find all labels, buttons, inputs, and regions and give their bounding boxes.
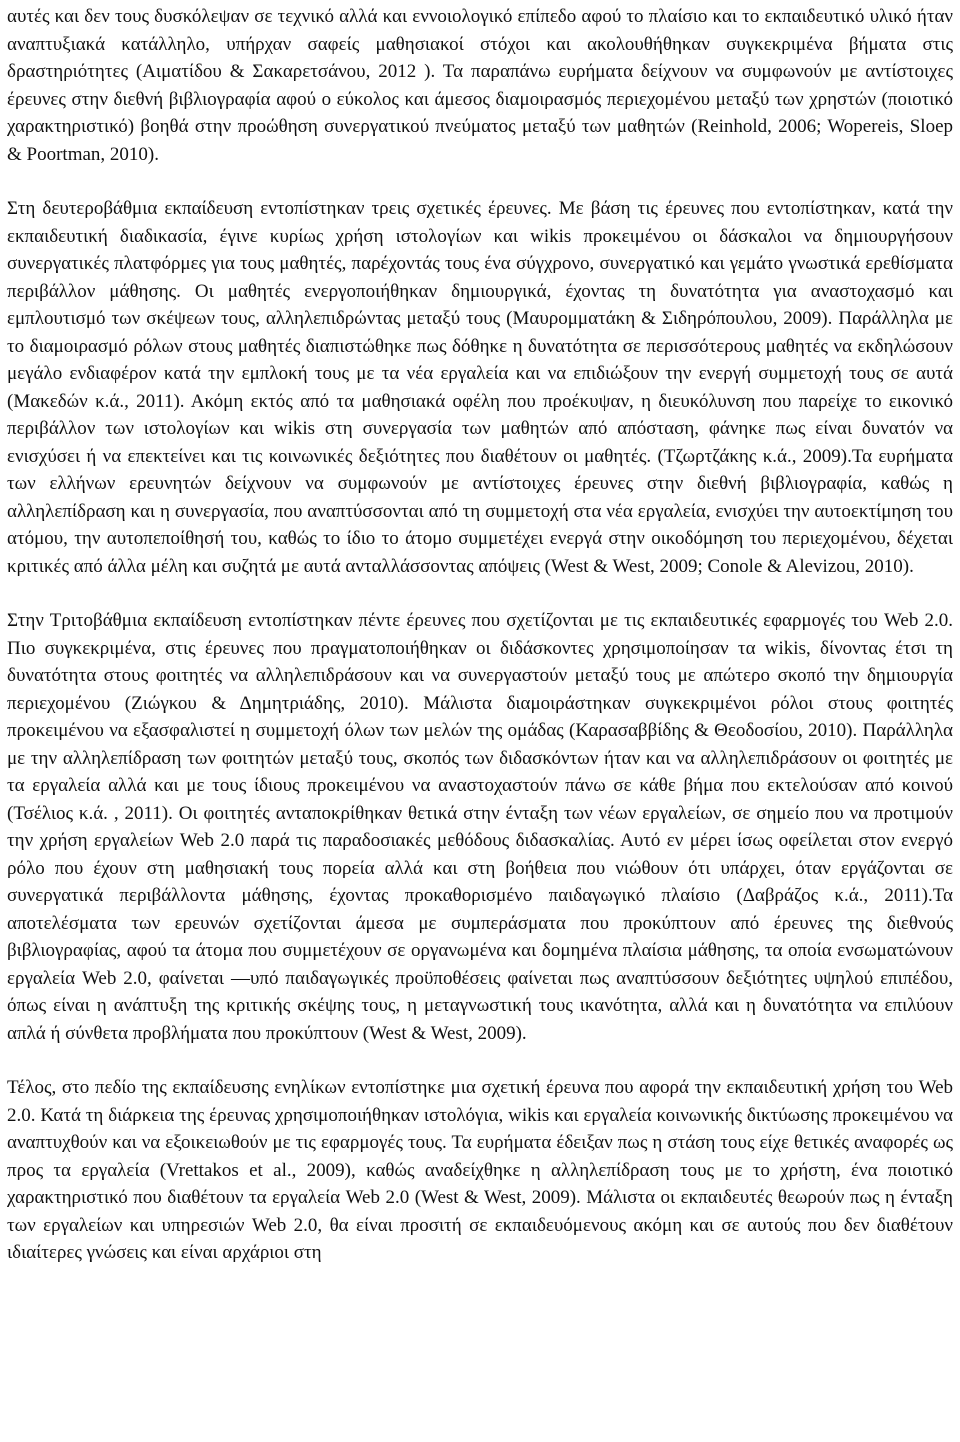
- paragraph-1: αυτές και δεν τους δυσκόλεψαν σε τεχνικό αλλά και εννοιολογικό επίπεδο αφού το πλαίσιο και το εκπαιδευτικό υλικό ήταν αναπτυξιακά κατάλληλο, υπήρχαν σαφείς μαθησιακοί στόχοι και ακολουθήθηκαν συγκεκριμένα βήματα στις δραστηριότητες (Αιματίδου & Σακαρετσάνου, 2012 ). Τα παραπάνω ευρήματα δείχνουν να συμφωνούν με αντίστοιχες έρευνες στην διεθνή βιβλιογραφία αφού ο εύκολος και άμεσος διαμοιρασμός περιεχομένου μεταξύ των χρηστών (ποιοτικό χαρακτηριστικό) βοηθά στην προώθηση συνεργατικού πνεύματος μεταξύ των μαθητών (Reinhold, 2006; Wopereis, Sloep & Poortman, 2010).: [7, 6, 953, 165]
- paragraph-2: Στη δευτεροβάθμια εκπαίδευση εντοπίστηκαν τρεις σχετικές έρευνες. Με βάση τις έρευνες που εντοπίστηκαν, κατά την εκπαιδευτική διαδικασία, έγινε κυρίως χρήση ιστολογίων και wikis προκειμένου οι δάσκαλοι να δημιουργήσουν συνεργατικές πλατφόρμες για τους μαθητές, παρέχοντάς τους ένα σύγχρονο, συνεργατικό και γεμάτο γνωστικά ερεθίσματα περιβάλλον μάθησης. Οι μαθητές ενεργοποιήθηκαν δημιουργικά, έχοντας τη δυνατότητα για αναστοχασμό και εμπλουτισμό των σκέψεων τους, αλληλεπιδρώντας μεταξύ τους (Μαυρομματάκη & Σιδηρόπουλου, 2009). Παράλληλα με το διαμοιρασμό ρόλων στους μαθητές διαπιστώθηκε πως δόθηκε η δυνατότητα σε περισσότερους μαθητές να εκδηλώσουν μεγάλο ενδιαφέρον κατά την εμπλοκή τους με τα νέα εργαλεία και να επιδιώξουν την ενεργή συμμετοχή τους σε αυτά (Μακεδών κ.ά., 2011). Ακόμη εκτός από τα μαθησιακά οφέλη που προέκυψαν, η διευκόλυνση που παρείχε το εικονικό περιβάλλον των ιστολογίων και wikis στη συνεργασία των μαθητών από απόσταση, φάνηκε πως είναι δυνατόν να ενισχύσει ή να επεκτείνει και τις κοινωνικές δεξιότητες που διαθέτουν οι μαθητές. (Τζωρτζάκης κ.ά., 2009).Τα ευρήματα των ελλήνων ερευνητών δείχνουν να συμφωνούν με αντίστοιχες έρευνες στην διεθνή βιβλιογραφία, καθώς η αλληλεπίδραση και η συνεργασία, που αναπτύσσονται από τη συμμετοχή στα νέα εργαλεία, ενισχύει την αυτοεκτίμηση του ατόμου, την αυτοπεποίθησή του, καθώς το ίδιο το άτομο συμμετέχει ενεργά στην οικοδόμηση του περιεχομένου, δέχεται κριτικές από άλλα μέλη και συζητά με αυτά ανταλλάσσοντας απόψεις (West & West, 2009; Conole & Alevizou, 2010).: [7, 198, 953, 577]
- paragraph-spacer: [7, 168, 953, 195]
- paragraph-spacer: [7, 580, 953, 607]
- paragraph-3: Στην Τριτοβάθμια εκπαίδευση εντοπίστηκαν πέντε έρευνες που σχετίζονται με τις εκπαιδευτικές εφαρμογές του Web 2.0. Πιο συγκεκριμένα, στις έρευνες που πραγματοποιήθηκαν οι διδάσκοντες χρησιμοποίησαν τα wikis, δίνοντας έτσι τη δυνατότητα στους φοιτητές να αλληλεπιδράσουν και να συνεργαστούν μεταξύ τους με απώτερο σκοπό την δημιουργία περιεχομένου (Ζιώγκου & Δημητριάδης, 2010). Μάλιστα διαμοιράστηκαν συγκεκριμένοι ρόλοι στους φοιτητές προκειμένου να εξασφαλιστεί η συμμετοχή όλων των μελών της ομάδας (Καρασαββίδης & Θεοδοσίου, 2010). Παράλληλα με την αλληλεπίδραση των φοιτητών μεταξύ τους, σκοπός των διδασκόντων ήταν και να αλληλεπιδράσουν οι φοιτητές με τα εργαλεία αλλά και με τους ίδιους προκειμένου να αναστοχαστούν πάνω σε κάθε βήμα που εκτελούσαν από κοινού (Τσέλιος κ.ά. , 2011). Οι φοιτητές ανταποκρίθηκαν θετικά στην ένταξη των νέων εργαλείων, σε σημείο που να προτιμούν την χρήση εργαλείων Web 2.0 παρά τις παραδοσιακές μεθόδους διδασκαλίας. Αυτό εν μέρει ίσως οφείλεται στον ενεργό ρόλο που έχουν στη μαθησιακή τους πορεία αλλά και στη βοήθεια που νιώθουν ότι υπάρχει, όταν εργάζονται σε συνεργατικά περιβάλλοντα μάθησης, έχοντας προκαθορισμένο παιδαγωγικό πλαίσιο (Δαβράζος κ.ά., 2011).Τα αποτελέσματα των ερευνών σχετίζονται άμεσα με συμπεράσματα που προκύπτουν από έρευνες της διεθνούς βιβλιογραφίας, αφού τα άτομα που συμμετέχουν σε οργανωμένα και δομημένα πλαίσια μάθησης, τα οποία ενσωματώνουν εργαλεία Web 2.0, φαίνεται —υπό παιδαγωγικές προϋποθέσεις φαίνεται πως αναπτύσσουν δεξιότητες υψηλού επιπέδου, όπως είναι η ανάπτυξη της κριτικής σκέψης τους, η μεταγνωστική τους ικανότητα, αλλά και η δυνατότητα να επιλύουν απλά ή σύνθετα προβλήματα που προκύπτουν (West & West, 2009).: [7, 610, 953, 1044]
- paragraph-4: Τέλος, στο πεδίο της εκπαίδευσης ενηλίκων εντοπίστηκε μια σχετική έρευνα που αφορά την εκπαιδευτική χρήση του Web 2.0. Κατά τη διάρκεια της έρευνας χρησιμοποιήθηκαν ιστολόγια, wikis και εργαλεία κοινωνικής δικτύωσης προκειμένου να αναπτυχθούν και να εξοικειωθούν με τις εφαρμογές τους. Τα ευρήματα έδειξαν πως η στάση τους είχε θετικές αναφορές ως προς τα εργαλεία (Vrettakos et al., 2009), καθώς αναδείχθηκε η αλληλεπίδραση τους με το χρήστη, ένα ποιοτικό χαρακτηριστικό που διαθέτουν τα εργαλεία Web 2.0 (West & West, 2009). Μάλιστα οι εκπαιδευτές θεωρούν πως η ένταξη των εργαλείων και υπηρεσιών Web 2.0, θα είναι προσιτή σε εκπαιδευόμενους ακόμη και σε αυτούς που δεν διαθέτουν ιδιαίτερες γνώσεις και είναι αρχάριοι στη: [7, 1077, 953, 1263]
- paragraph-spacer: [7, 1047, 953, 1074]
